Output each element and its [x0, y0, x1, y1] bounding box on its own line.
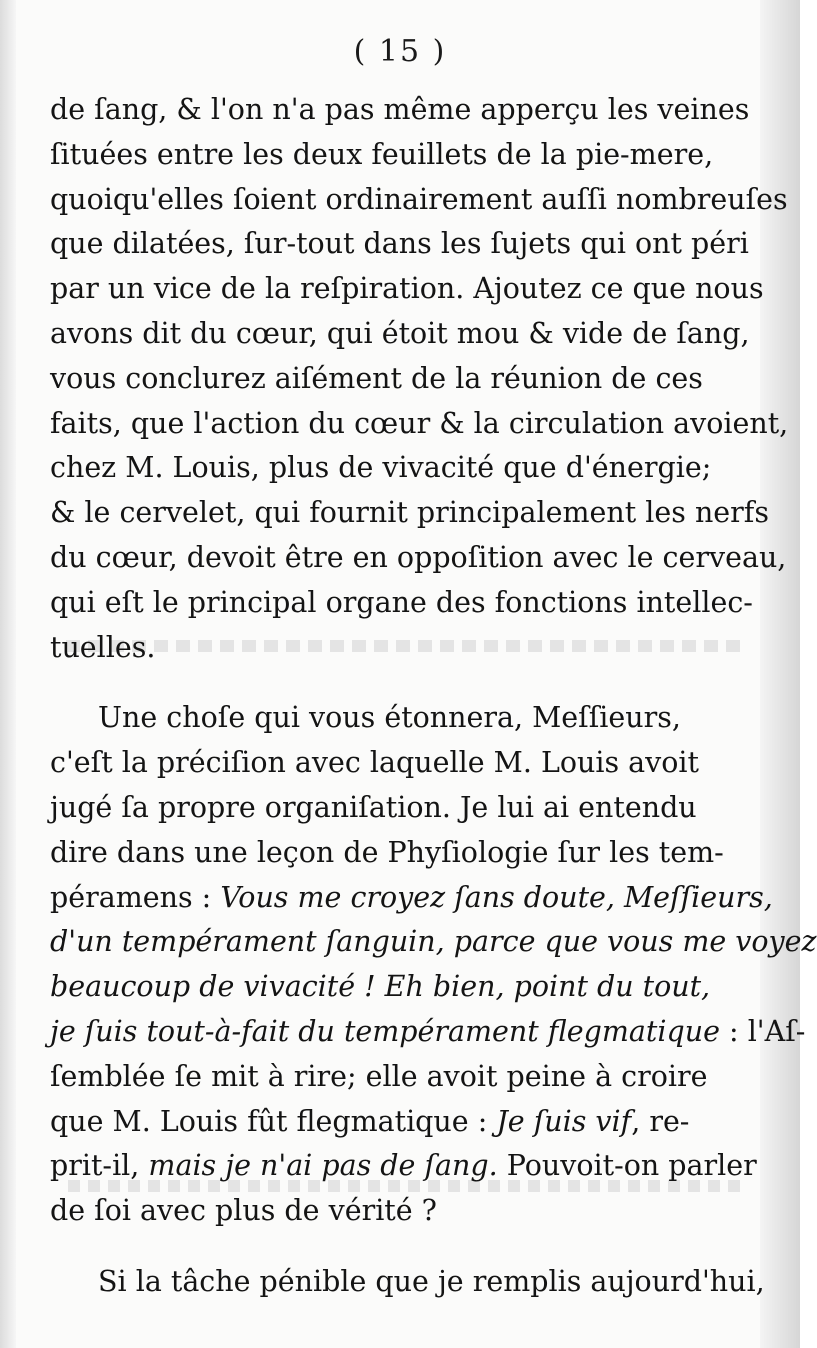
text-run: , re- [631, 1104, 690, 1138]
page-left-edge-shadow [0, 0, 16, 1348]
text-run: tuelles. [50, 630, 156, 664]
text-run: jugé ſa propre organiſation. Je lui ai entendu [50, 790, 697, 824]
text-run: chez M. Louis, plus de vivacité que d'énergie; [50, 451, 712, 485]
text-run: & le cervelet, qui fournit principalement les nerfs [50, 496, 769, 530]
text-line [50, 965, 740, 1010]
paragraph [50, 1260, 765, 1305]
text-line [50, 1144, 757, 1189]
text-run: de ſang, & l'on n'a pas même apperçu les veines [50, 93, 750, 126]
paragraph [50, 88, 789, 670]
text-line [50, 696, 740, 741]
text-line [50, 88, 750, 133]
text-run: de ſoi avec plus de vérité ? [50, 1194, 437, 1228]
text-line [50, 1189, 740, 1234]
text-line [50, 178, 788, 223]
text-run: péramens : [50, 880, 221, 914]
text-run: : l'Aſ- [719, 1014, 806, 1048]
text-line [50, 1260, 765, 1305]
text-line [50, 536, 787, 581]
paragraph-gap [50, 1234, 740, 1260]
text-run: Pouvoit-on parler [497, 1149, 757, 1183]
text-line [50, 741, 740, 786]
italic-text-run: d'un tempérament ſanguin, parce que vous me voyez [50, 925, 817, 959]
text-run: dire dans une leçon de Phyſiologie ſur les tem- [50, 835, 724, 869]
text-line [50, 402, 789, 447]
text-run: que dilatées, ſur-tout dans les ſujets qui ont péri [50, 227, 749, 261]
text-line [50, 312, 750, 357]
text-line [50, 1100, 740, 1145]
text-line [50, 267, 764, 312]
text-run: du cœur, devoit être en oppoſition avec le cerveau, [50, 540, 787, 574]
text-run: quoiqu'elles ſoient ordinairement auſſi nombreuſes [50, 182, 788, 216]
paragraph [50, 696, 817, 1234]
text-run: ſemblée ſe mit à rire; elle avoit peine à croire [50, 1059, 708, 1093]
text-run: Si la tâche pénible que je remplis aujourd'hui, [98, 1264, 765, 1298]
page-body-text [50, 88, 817, 1305]
text-line [50, 786, 740, 831]
text-run: avons dit du cœur, qui étoit mou & vide de ſang, [50, 316, 750, 350]
text-line [50, 357, 740, 402]
text-run: c'eſt la préciſion avec laquelle M. Louis avoit [50, 746, 700, 780]
text-run: prit-il, [50, 1149, 149, 1183]
text-line [50, 831, 740, 876]
text-line [50, 491, 769, 536]
text-line [50, 581, 753, 626]
text-line [50, 222, 749, 267]
text-line [50, 133, 740, 178]
italic-text-run: Je ſuis vif [496, 1104, 632, 1138]
italic-text-run: Vous me croyez ſans doute, Meſſieurs, [220, 880, 773, 914]
text-run: par un vice de la reſpiration. Ajoutez ce que nous [50, 272, 764, 306]
page-number: ( 15 ) [353, 34, 447, 69]
text-run: faits, que l'action du cœur & la circulation avoient, [50, 406, 789, 440]
text-line [50, 920, 817, 965]
text-line [50, 446, 740, 491]
text-line [50, 1010, 806, 1055]
paragraph-gap [50, 670, 740, 696]
italic-text-run: je ſuis tout-à-fait du tempérament flegmatique [50, 1014, 720, 1048]
text-run: qui eſt le principal organe des fonctions intellec- [50, 585, 753, 619]
text-line [50, 1055, 740, 1100]
italic-text-run: beaucoup de vivacité ! Eh bien, point du tout, [50, 970, 711, 1004]
text-run: ſituées entre les deux feuillets de la pie-mere, [50, 137, 714, 171]
italic-text-run: mais je n'ai pas de ſang. [148, 1149, 498, 1183]
text-line [50, 876, 773, 921]
text-run: Une choſe qui vous étonnera, Meſſieurs, [98, 701, 681, 735]
text-run: vous conclurez aiſément de la réunion de ces [50, 361, 703, 395]
text-run: que M. Louis fût flegmatique : [50, 1104, 497, 1138]
text-line [50, 626, 740, 671]
